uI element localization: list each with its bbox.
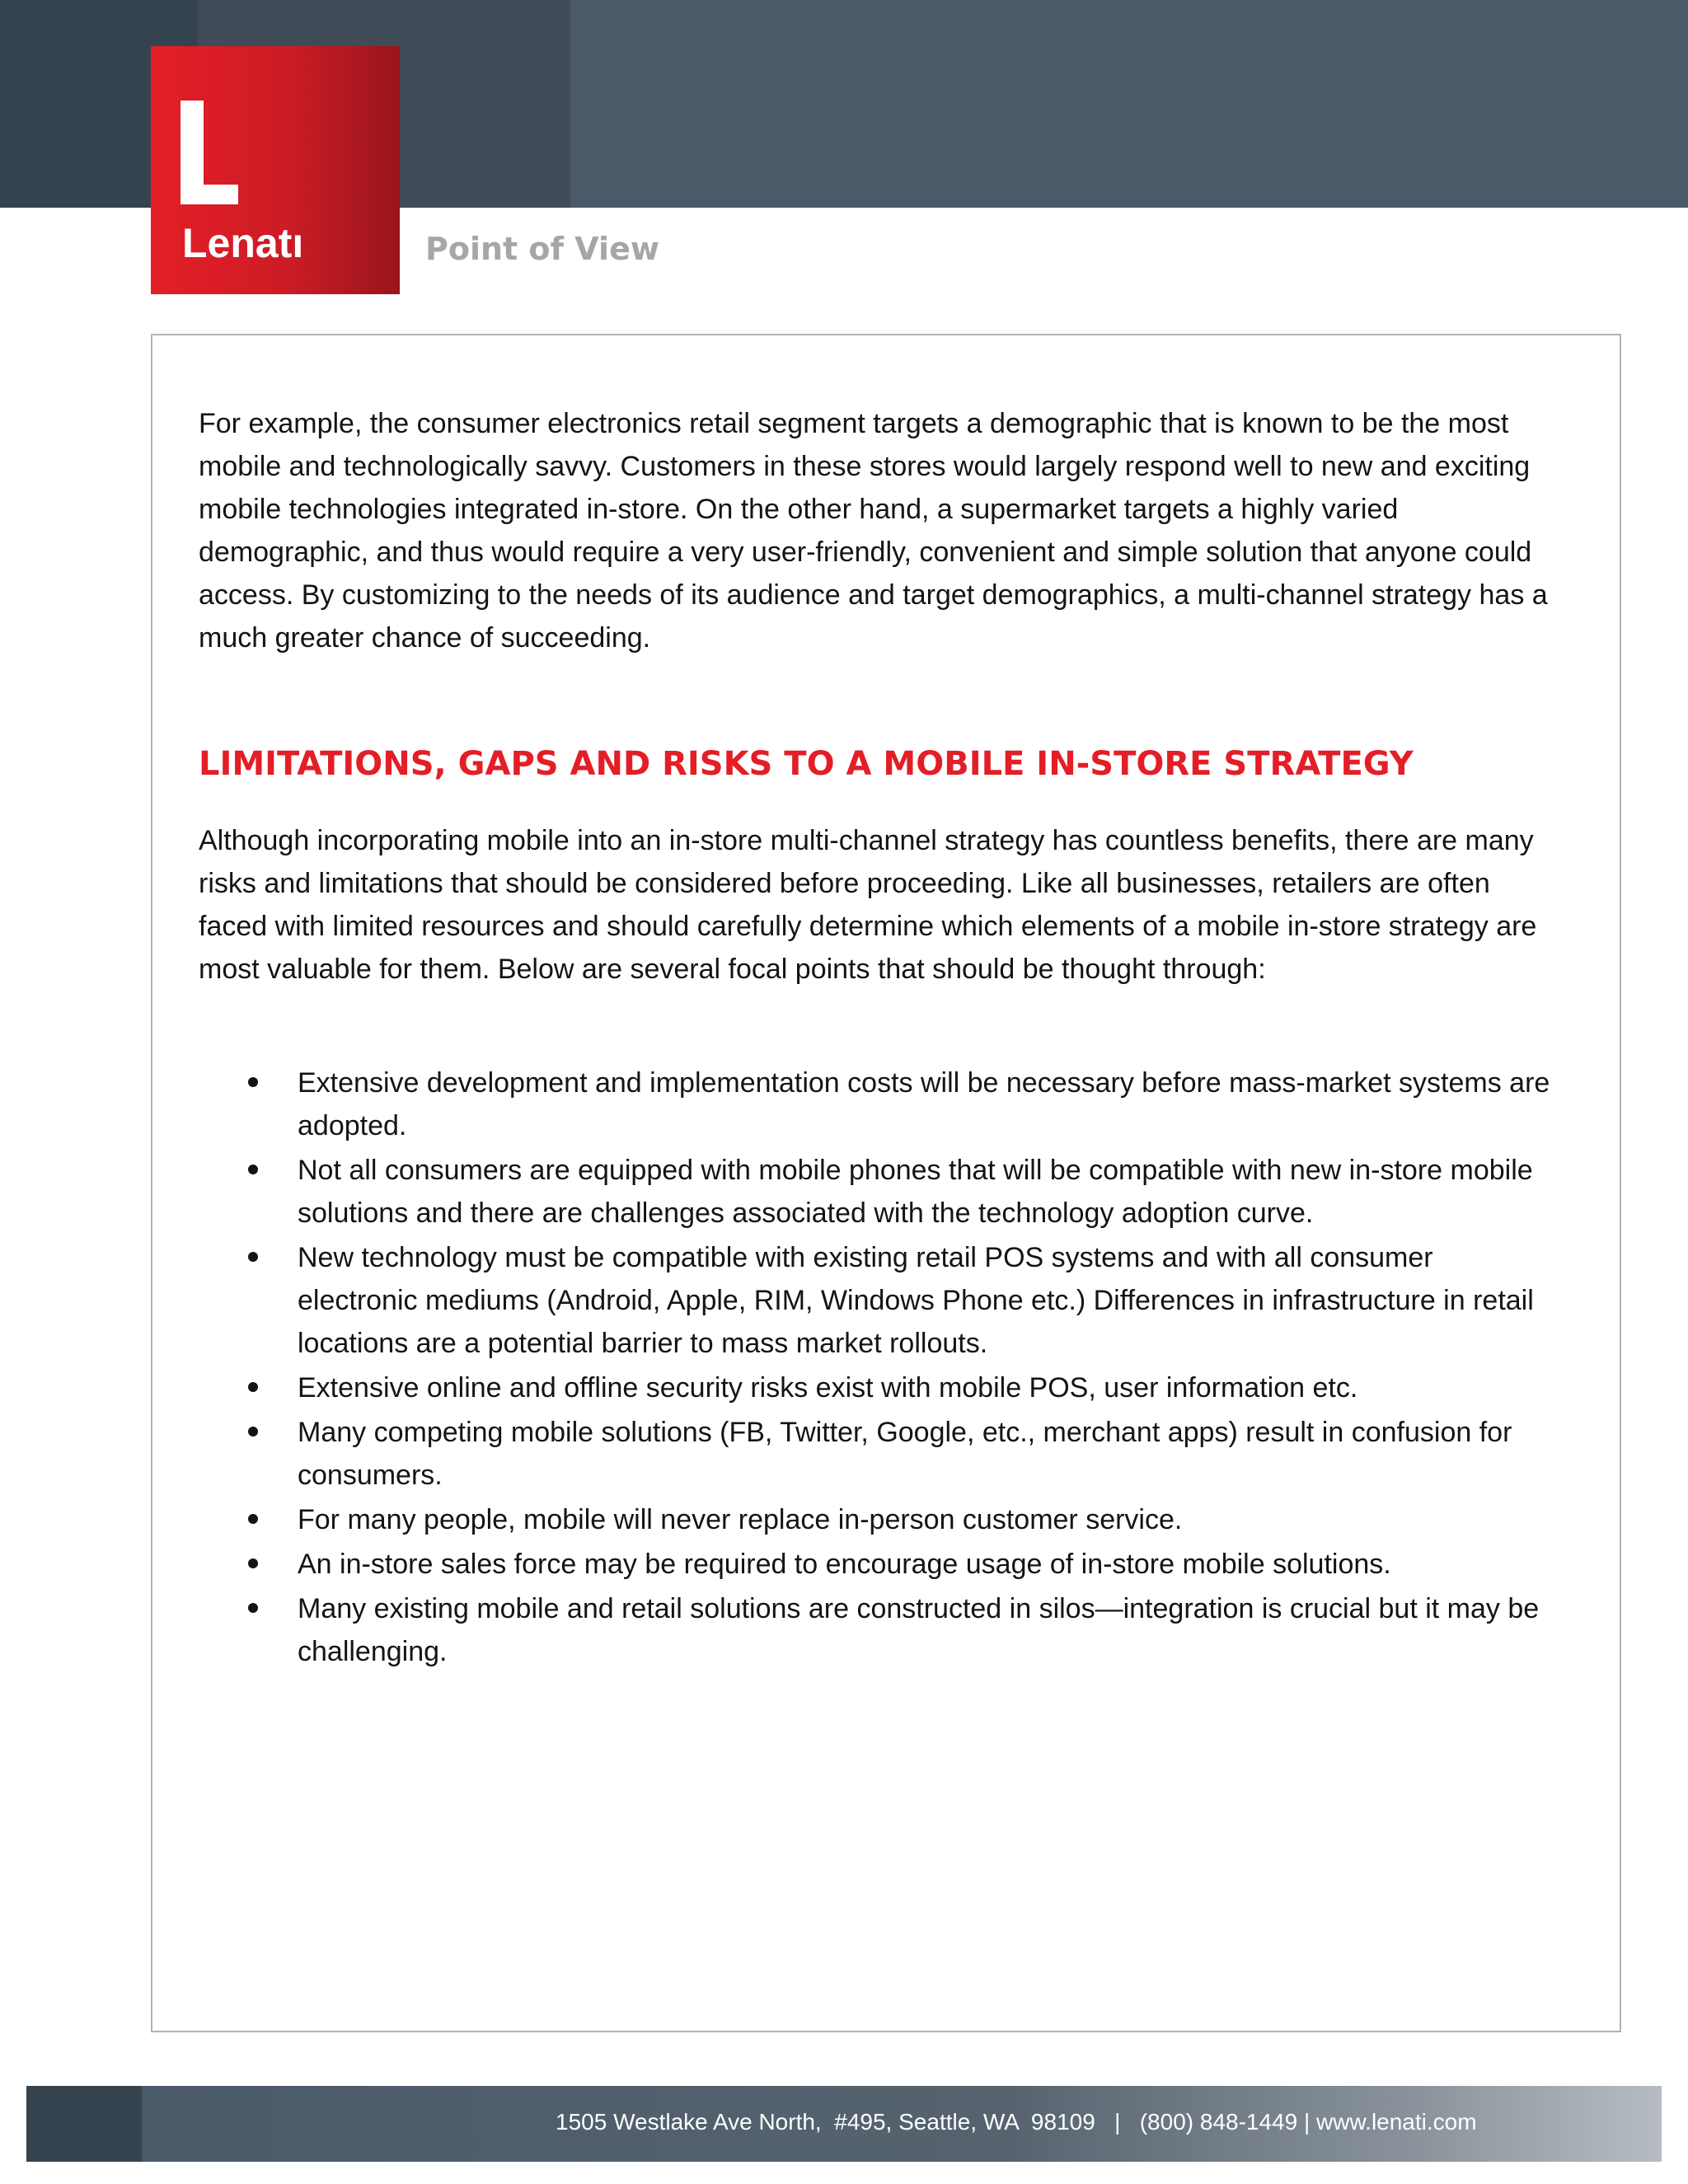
list-item bbox=[199, 1498, 1550, 1541]
footer-bar bbox=[26, 2086, 1662, 2162]
list-item-text: Extensive online and offline security risks exist with mobile POS, user information etc. bbox=[298, 1372, 1358, 1404]
list-item-text: Not all consumers are equipped with mobile phones that will be compatible with new in-store mobile solutions and there are challenges associated with the technology adoption curve. bbox=[298, 1155, 1533, 1229]
list-item-text: Many competing mobile solutions (FB, Twitter, Google, etc., merchant apps) result in confusion for consumers. bbox=[298, 1417, 1512, 1491]
list-item bbox=[199, 1366, 1550, 1409]
footer-contact: 1505 Westlake Ave North, #495, Seattle, WA 98109 | (800) 848-1449 | www.lenati.com bbox=[556, 2109, 1477, 2135]
section-heading: LIMITATIONS, GAPS AND RISKS TO A MOBILE IN-STORE STRATEGY bbox=[199, 745, 1414, 783]
bullet-icon bbox=[248, 1382, 258, 1392]
list-item-text: Extensive development and implementation costs will be necessary before mass-market systems are adopted. bbox=[298, 1067, 1550, 1141]
bullet-icon bbox=[248, 1427, 258, 1436]
list-item bbox=[199, 1236, 1550, 1365]
bullet-icon bbox=[248, 1603, 258, 1613]
logo-wordmark: Lenatı bbox=[182, 220, 304, 266]
list-item bbox=[199, 1411, 1550, 1497]
list-item-text: New technology must be compatible with existing retail POS systems and with all consumer electronic mediums (Android, Apple, RIM, Windows Phone etc.) Differences in infrastructure in retail locations are a potential barrier to mass market rollouts. bbox=[298, 1242, 1534, 1359]
bullet-icon bbox=[248, 1077, 258, 1087]
bullet-icon bbox=[248, 1558, 258, 1568]
list-item bbox=[199, 1149, 1550, 1235]
list-item bbox=[199, 1543, 1550, 1586]
page-tagline: Point of View bbox=[425, 231, 659, 267]
section-paragraph: Although incorporating mobile into an in-store multi-channel strategy has countless benefits, there are many risks and limitations that should be considered before proceeding. Like all businesses, retailers are often faced with limited resources and should carefully determine which elements of a mobile in-store strategy are most valuable for them. Below are several focal points that should be thought through: bbox=[199, 825, 1537, 985]
bullet-icon bbox=[248, 1514, 258, 1524]
list-item bbox=[199, 1587, 1550, 1673]
list-item-text: Many existing mobile and retail solutions are constructed in silos—integration is crucial but it may be challenging. bbox=[298, 1593, 1540, 1667]
lenati-logo bbox=[151, 46, 400, 294]
logo-letter-l-foot bbox=[181, 185, 238, 204]
list-item bbox=[199, 1062, 1550, 1147]
intro-paragraph: For example, the consumer electronics retail segment targets a demographic that is known to be the most mobile and technologically savvy. Customers in these stores would largely respond well to new and exciting mobile technologies integrated in-store. On the other hand, a supermarket targets a highly varied demographic, and thus would require a very user-friendly, convenient and simple solution that anyone could access. By customizing to the needs of its audience and target demographics, a multi-channel strategy has a much greater chance of succeeding. bbox=[199, 408, 1548, 654]
list-item-text: For many people, mobile will never replace in-person customer service. bbox=[298, 1504, 1183, 1535]
risk-list bbox=[199, 1062, 1550, 1675]
bullet-icon bbox=[248, 1252, 258, 1262]
list-item-text: An in-store sales force may be required to encourage usage of in-store mobile solutions. bbox=[298, 1549, 1391, 1580]
bullet-icon bbox=[248, 1165, 258, 1174]
